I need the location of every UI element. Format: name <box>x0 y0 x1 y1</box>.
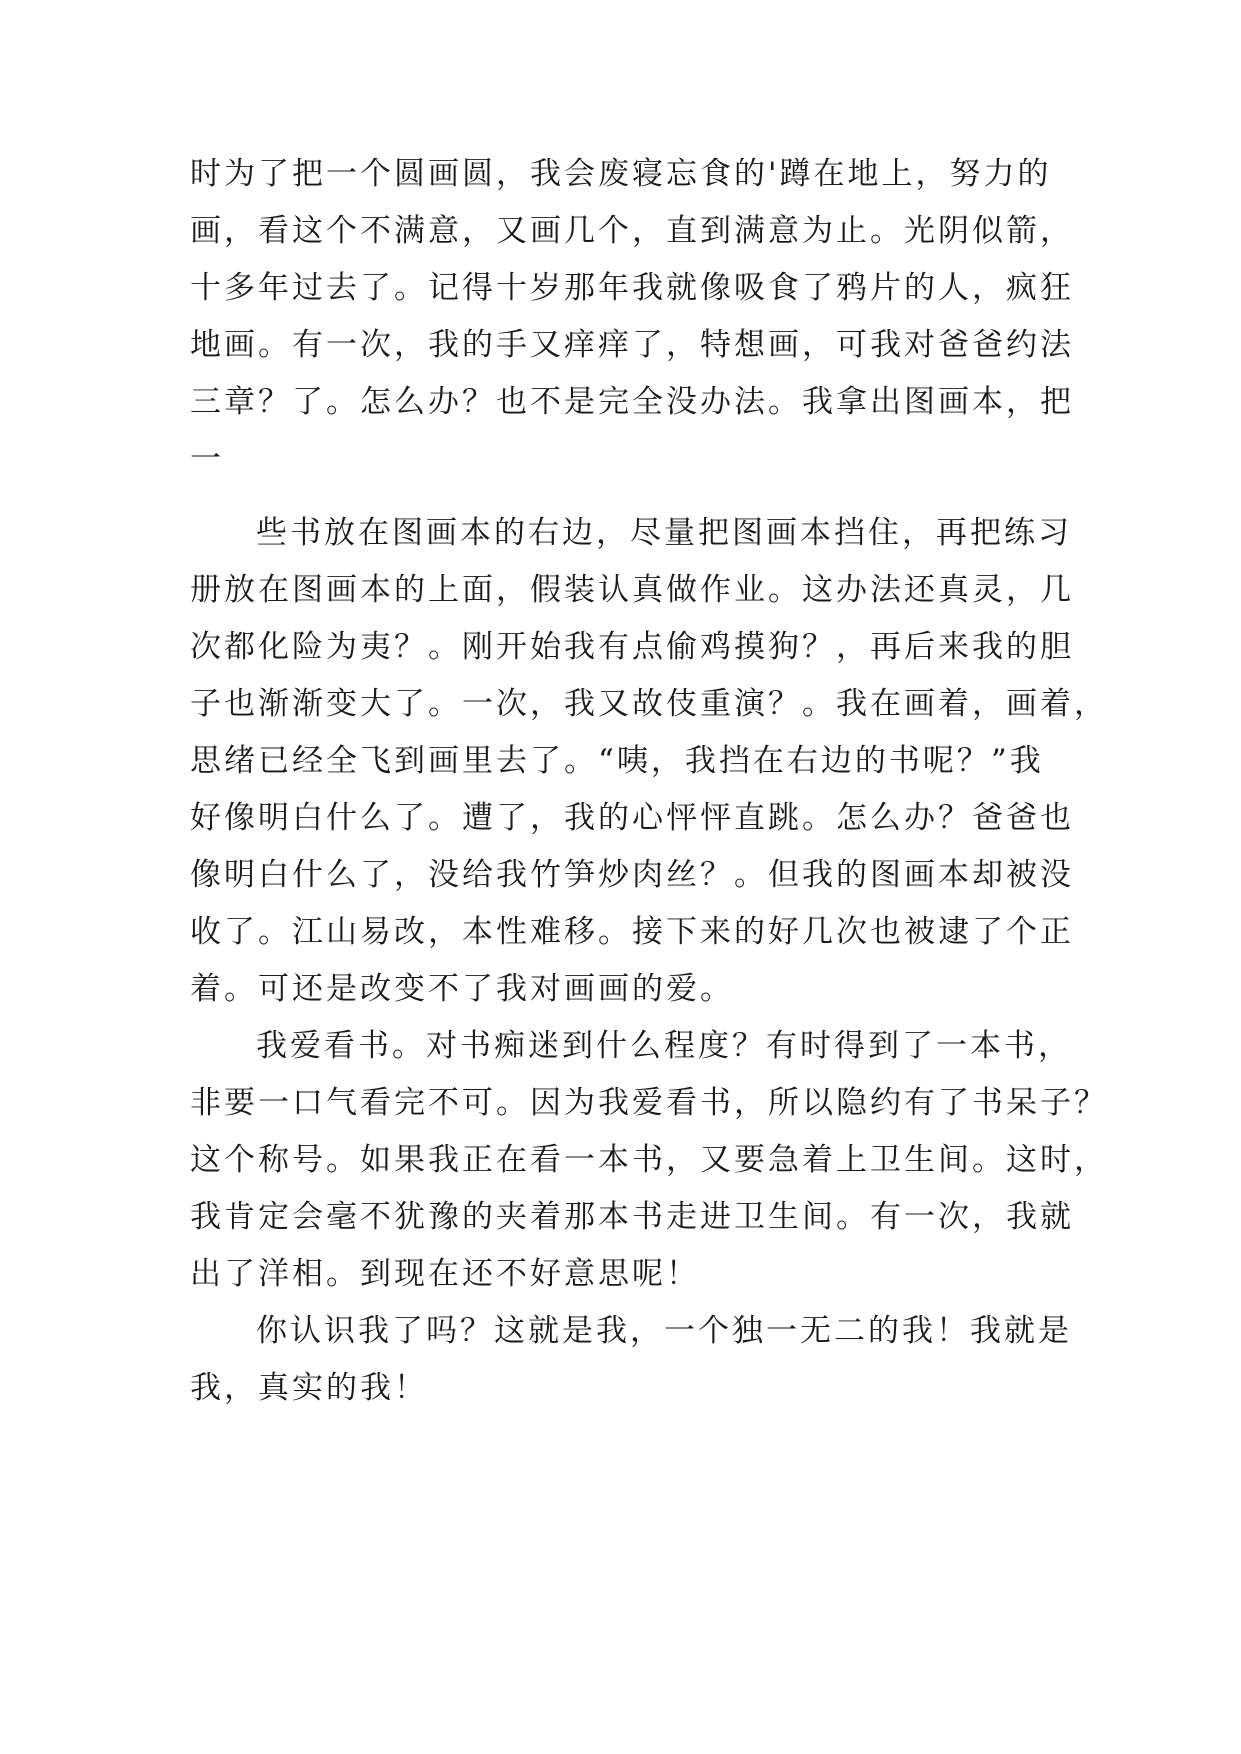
paragraph-line: 子也渐渐变大了。一次，我又故伎重演？。我在画着，画着， <box>190 686 1108 722</box>
paragraph-1 <box>190 146 1074 488</box>
paragraph-line: 收了。江山易改，本性难移。接下来的好几次也被逮了个正 <box>190 914 1074 950</box>
paragraph-line: 画，看这个不满意，又画几个，直到满意为止。光阴似箭， <box>190 213 1074 249</box>
paragraph-line: 我，真实的我！ <box>190 1370 428 1406</box>
paragraph-line: 好像明白什么了。遭了，我的心怦怦直跳。怎么办？爸爸也 <box>190 800 1074 836</box>
paragraph-line: 三章？了。怎么办？也不是完全没办法。我拿出图画本，把 <box>190 384 1074 420</box>
paragraph-line: 这个称号。如果我正在看一本书，又要急着上卫生间。这时， <box>190 1142 1108 1178</box>
paragraph-line: 着。可还是改变不了我对画画的爱。 <box>190 971 734 1007</box>
paragraph-line: 像明白什么了，没给我竹笋炒肉丝？。但我的图画本却被没 <box>190 857 1074 893</box>
paragraph-line: 我肯定会毫不犹豫的夹着那本书走进卫生间。有一次，我就 <box>190 1199 1074 1235</box>
paragraph-2 <box>190 505 1108 1018</box>
paragraph-3 <box>190 1018 1108 1303</box>
paragraph-4 <box>190 1303 1072 1417</box>
paragraph-line: 次都化险为夷？。刚开始我有点偷鸡摸狗？，再后来我的胆 <box>190 629 1074 665</box>
paragraph-line: 时为了把一个圆画圆，我会废寝忘食的'蹲在地上，努力的 <box>190 156 1052 192</box>
paragraph-line: 十多年过去了。记得十岁那年我就像吸食了鸦片的人，疯狂 <box>190 270 1074 306</box>
paragraph-line: 册放在图画本的上面，假装认真做作业。这办法还真灵，几 <box>190 572 1074 608</box>
paragraph-line: 你认识我了吗？这就是我，一个独一无二的我！我就是 <box>256 1313 1072 1349</box>
paragraph-line: 非要一口气看完不可。因为我爱看书，所以隐约有了书呆子？ <box>190 1085 1108 1121</box>
paragraph-line: 地画。有一次，我的手又痒痒了，特想画，可我对爸爸约法 <box>190 327 1074 363</box>
paragraph-line: 思绪已经全飞到画里去了。“咦，我挡在右边的书呢？”我 <box>190 743 1044 779</box>
paragraph-line: 我爱看书。对书痴迷到什么程度？有时得到了一本书， <box>256 1028 1072 1064</box>
paragraph-line: 一 <box>190 441 224 477</box>
paragraph-line: 些书放在图画本的右边，尽量把图画本挡住，再把练习 <box>256 515 1072 551</box>
paragraph-line: 出了洋相。到现在还不好意思呢！ <box>190 1256 700 1292</box>
